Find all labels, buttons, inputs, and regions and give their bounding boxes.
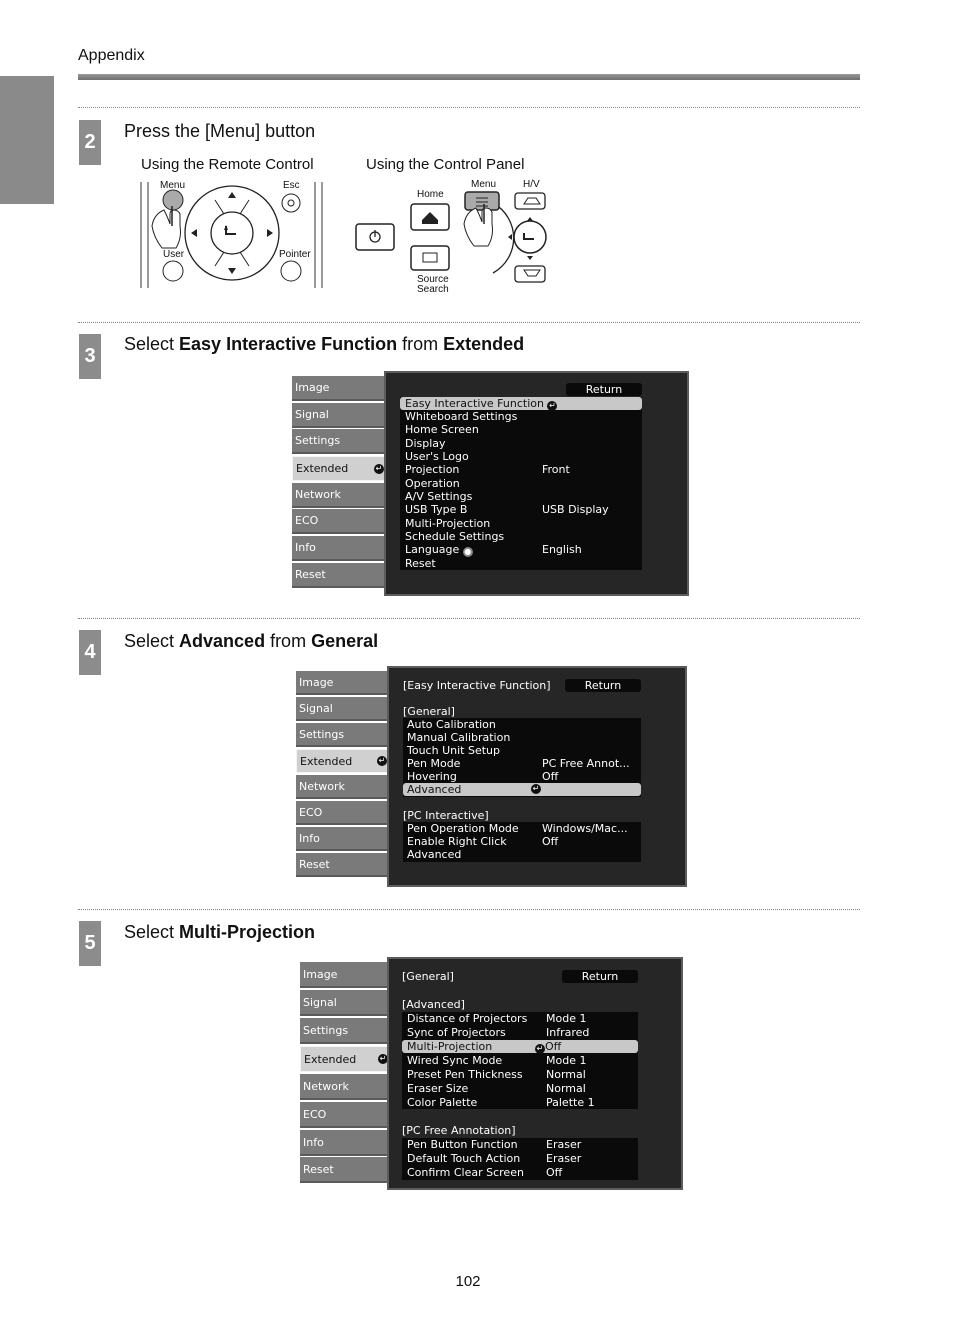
menu-item[interactable]: User's Logo xyxy=(405,450,469,463)
menu-item[interactable]: Confirm Clear Screen Off xyxy=(407,1166,563,1179)
panel-menu-label: Menu xyxy=(471,179,497,190)
menu-screen-step4 xyxy=(296,666,687,887)
breadcrumb-header: [Easy Interactive Function] xyxy=(403,679,551,692)
section-general: [General] xyxy=(403,705,455,718)
enter-icon: ↵ xyxy=(379,1054,387,1063)
menu-item[interactable]: Enable Right Click Off xyxy=(407,835,559,848)
panel-home-label: Home xyxy=(417,189,444,200)
menu-item[interactable]: Preset Pen Thickness Normal xyxy=(407,1068,586,1081)
menu-item[interactable]: Eraser Size Normal xyxy=(407,1082,586,1095)
left-menu-settings[interactable]: Settings xyxy=(300,1018,388,1044)
divider xyxy=(78,618,860,619)
left-menu-extended[interactable]: Extended ↵ xyxy=(300,1046,394,1072)
submenu-screen xyxy=(387,666,687,887)
step-2-title: Press the [Menu] button xyxy=(124,121,316,141)
submenu-screen xyxy=(387,957,683,1190)
menu-item[interactable]: Multi-Projection xyxy=(405,517,491,530)
divider xyxy=(78,909,860,910)
left-menu-network[interactable]: Network xyxy=(296,775,387,799)
left-menu-settings[interactable]: Settings xyxy=(292,429,384,454)
menu-item[interactable]: Projection Front xyxy=(405,463,570,476)
left-menu-extended[interactable]: Extended ↵ xyxy=(292,456,390,481)
left-menu-settings[interactable]: Settings xyxy=(296,723,387,747)
remote-control-illustration xyxy=(138,178,328,290)
menu-item[interactable]: Schedule Settings xyxy=(405,530,505,543)
divider xyxy=(78,322,860,323)
step-4-title: Select Advanced from General xyxy=(124,631,379,651)
step-5-title: Select Multi-Projection xyxy=(124,922,316,942)
panel-label: Using the Control Panel xyxy=(366,156,525,173)
menu-item[interactable]: Display xyxy=(405,437,446,450)
menu-item[interactable]: USB Type B USB Display xyxy=(405,503,609,516)
menu-item[interactable]: Default Touch Action Eraser xyxy=(407,1152,582,1165)
menu-item[interactable]: Color Palette Palette 1 xyxy=(407,1096,595,1109)
menu-item[interactable]: Operation xyxy=(405,477,460,490)
menu-item[interactable]: Pen Operation Mode Windows/Mac... xyxy=(407,822,628,835)
return-button[interactable]: Return xyxy=(562,970,638,983)
step-number-3: 3 xyxy=(79,334,101,379)
return-button[interactable]: Return xyxy=(566,383,642,396)
panel-source-label: Source xyxy=(417,274,449,285)
panel-search-label: Search xyxy=(417,284,449,295)
panel-hv-label: H/V xyxy=(523,179,540,190)
left-menu-image[interactable]: Image xyxy=(292,376,384,401)
header-title: Appendix xyxy=(78,47,145,64)
enter-icon: ↵ xyxy=(532,784,540,793)
breadcrumb-header: [General] xyxy=(402,970,454,983)
menu-item-multi-projection[interactable]: Multi-Projection ↵ Off xyxy=(402,1040,638,1053)
left-menu-reset[interactable]: Reset xyxy=(292,563,384,588)
return-button[interactable]: Return xyxy=(565,679,641,692)
left-menu-image[interactable]: Image xyxy=(296,671,387,695)
step-3-title: Select Easy Interactive Function from Extended xyxy=(124,334,525,354)
chapter-tab xyxy=(0,76,54,204)
enter-icon: ↵ xyxy=(536,1044,544,1053)
section-advanced: [Advanced] xyxy=(402,998,465,1011)
left-menu-reset[interactable]: Reset xyxy=(300,1157,388,1183)
menu-item[interactable]: Home Screen xyxy=(405,423,479,436)
menu-item[interactable]: Whiteboard Settings xyxy=(405,410,518,423)
remote-user-label: User xyxy=(163,249,185,260)
left-menu-eco[interactable]: ECO xyxy=(296,801,387,825)
left-menu-signal[interactable]: Signal xyxy=(292,403,384,428)
menu-item[interactable]: Distance of Projectors Mode 1 xyxy=(407,1012,587,1025)
menu-item[interactable]: Hovering Off xyxy=(407,770,559,783)
page-number: 102 xyxy=(455,1273,481,1290)
step-number-5: 5 xyxy=(79,921,101,966)
menu-item-advanced[interactable]: Advanced ↵ xyxy=(403,783,641,796)
left-menu-info[interactable]: Info xyxy=(292,536,384,561)
header-rule xyxy=(78,74,860,80)
menu-item-easy-interactive[interactable]: Easy Interactive Function ↵ xyxy=(400,397,642,410)
left-menu-eco[interactable]: ECO xyxy=(300,1102,388,1128)
menu-screen-step3 xyxy=(292,371,689,596)
step-number-2: 2 xyxy=(79,120,101,165)
enter-icon: ↵ xyxy=(378,756,386,765)
left-menu-info[interactable]: Info xyxy=(300,1130,388,1156)
divider xyxy=(78,107,860,108)
menu-screen-step5 xyxy=(300,957,683,1190)
menu-item[interactable]: Language ● English xyxy=(405,543,582,556)
control-panel-illustration xyxy=(352,178,552,298)
menu-item[interactable]: Touch Unit Setup xyxy=(407,744,500,757)
remote-pointer-label: Pointer xyxy=(279,249,311,260)
menu-item[interactable]: Pen Mode PC Free Annot... xyxy=(407,757,630,770)
enter-icon: ↵ xyxy=(549,401,556,410)
menu-item[interactable]: A/V Settings xyxy=(405,490,473,503)
left-menu-image[interactable]: Image xyxy=(300,962,388,988)
menu-item[interactable]: Sync of Projectors Infrared xyxy=(407,1026,590,1039)
left-menu-signal[interactable]: Signal xyxy=(296,697,387,721)
menu-item[interactable]: Manual Calibration xyxy=(407,731,511,744)
left-menu-info[interactable]: Info xyxy=(296,827,387,851)
section-pc-interactive: [PC Interactive] xyxy=(403,809,489,822)
globe-icon: ● xyxy=(464,547,472,556)
left-menu-network[interactable]: Network xyxy=(300,1074,388,1100)
menu-item[interactable]: Advanced xyxy=(407,848,462,861)
left-menu-reset[interactable]: Reset xyxy=(296,853,387,877)
left-menu-signal[interactable]: Signal xyxy=(300,990,388,1016)
remote-menu-label: Menu xyxy=(160,180,186,191)
remote-label: Using the Remote Control xyxy=(141,156,314,173)
section-pc-free-annotation: [PC Free Annotation] xyxy=(402,1124,516,1137)
remote-esc-label: Esc xyxy=(283,180,300,191)
left-menu-extended[interactable]: Extended ↵ xyxy=(296,749,393,773)
step-number-4: 4 xyxy=(79,630,101,675)
menu-item[interactable]: Reset xyxy=(405,557,436,570)
menu-item[interactable]: Pen Button Function Eraser xyxy=(407,1138,582,1151)
left-menu-network[interactable]: Network xyxy=(292,483,384,508)
submenu-screen xyxy=(384,371,689,596)
menu-item[interactable]: Auto Calibration xyxy=(407,718,496,731)
enter-icon: ↵ xyxy=(375,463,383,473)
menu-item[interactable]: Wired Sync Mode Mode 1 xyxy=(407,1054,587,1067)
left-menu-eco[interactable]: ECO xyxy=(292,509,384,534)
